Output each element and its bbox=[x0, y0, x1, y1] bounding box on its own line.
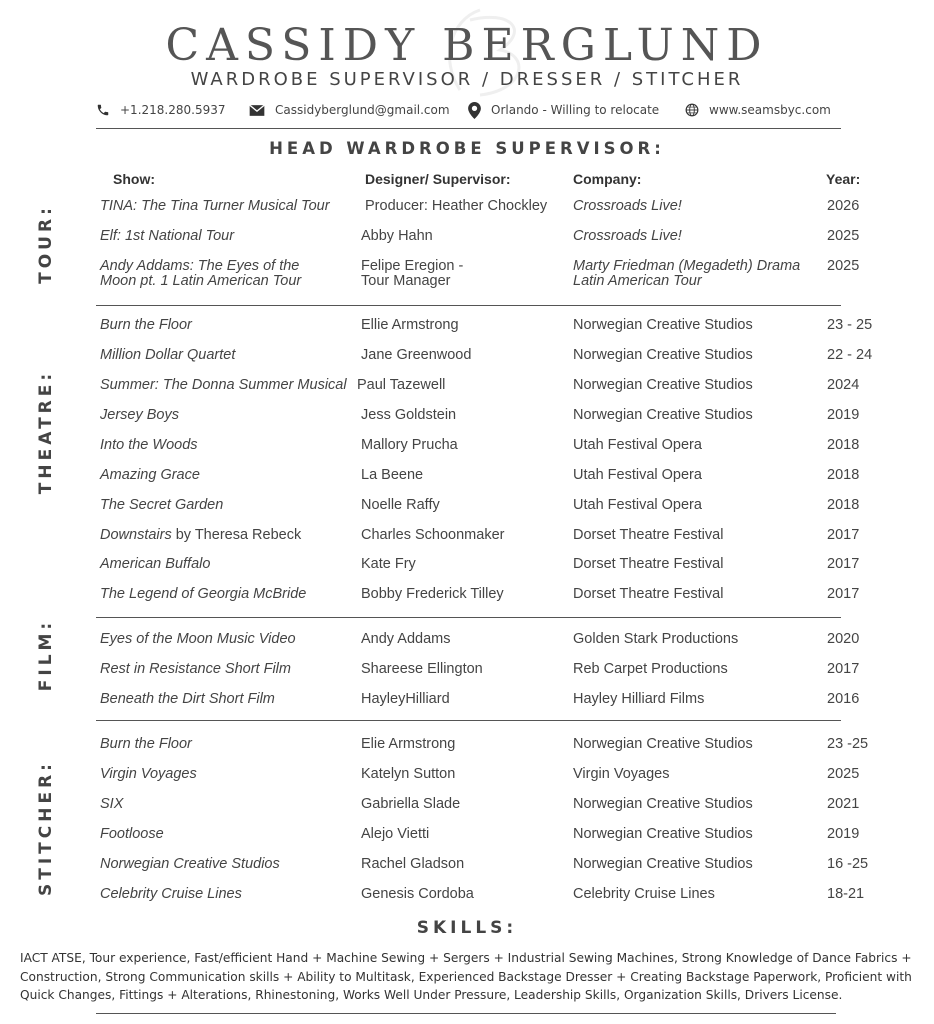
cell-company: Celebrity Cruise Lines bbox=[573, 886, 715, 902]
section-label-tour: TOUR: bbox=[36, 204, 56, 284]
phone-text: +1.218.280.5937 bbox=[120, 103, 226, 117]
cell-show: Celebrity Cruise Lines bbox=[100, 886, 242, 902]
cell-company: Golden Stark Productions bbox=[573, 631, 739, 647]
col-head-show: Show: bbox=[113, 171, 155, 187]
cell-show: Elf: 1st National Tour bbox=[100, 228, 235, 244]
main-heading: HEAD WARDROBE SUPERVISOR: bbox=[269, 139, 665, 158]
cell-year: 2016 bbox=[827, 691, 860, 707]
cell-company: Utah Festival Opera bbox=[573, 467, 702, 483]
cell-designer: Katelyn Sutton bbox=[361, 766, 456, 782]
cell-year: 23 - 25 bbox=[827, 317, 873, 333]
cell-designer: Kate Fry bbox=[361, 556, 416, 572]
cell-year: 23 -25 bbox=[827, 736, 869, 752]
cell-designer: Elie Armstrong bbox=[361, 736, 456, 752]
cell-year: 2019 bbox=[827, 407, 860, 423]
cell-show bbox=[100, 528, 301, 543]
cell-designer: HayleyHilliard bbox=[361, 691, 450, 707]
cell-show: TINA: The Tina Turner Musical Tour bbox=[100, 198, 330, 214]
section-divider bbox=[96, 305, 841, 306]
cell-year: 2017 bbox=[827, 586, 860, 602]
cell-designer: Rachel Gladson bbox=[361, 856, 465, 872]
cell-show: Burn the Floor bbox=[100, 736, 192, 752]
cell-year: 2025 bbox=[827, 766, 860, 782]
cell-designer: Felipe Eregion - bbox=[361, 258, 464, 274]
cell-designer: Paul Tazewell bbox=[357, 377, 446, 393]
cell-show: Rest in Resistance Short Film bbox=[100, 661, 291, 677]
cell-show: Norwegian Creative Studios bbox=[100, 856, 280, 872]
cell-show: Million Dollar Quartet bbox=[100, 347, 236, 363]
cell-year: 18-21 bbox=[827, 886, 865, 902]
cell-year: 2018 bbox=[827, 437, 860, 453]
cell-designer: Alejo Vietti bbox=[361, 826, 430, 842]
cell-show: The Legend of Georgia McBride bbox=[100, 586, 307, 602]
cell-designer: Genesis Cordoba bbox=[361, 886, 474, 902]
cell-show: The Secret Garden bbox=[100, 497, 224, 513]
cell-company: Reb Carpet Productions bbox=[573, 661, 728, 677]
cell-company: Hayley Hilliard Films bbox=[573, 691, 705, 707]
name-heading: CASSIDY BERGLUND bbox=[165, 20, 769, 71]
cell-show: Into the Woods bbox=[100, 437, 198, 453]
cell-company: Dorset Theatre Festival bbox=[573, 556, 724, 572]
cell-company: Virgin Voyages bbox=[573, 766, 670, 782]
cell-company: Norwegian Creative Studios bbox=[573, 736, 753, 752]
cell-designer: Shareese Ellington bbox=[361, 661, 483, 677]
cell-designer: Mallory Prucha bbox=[361, 437, 458, 453]
col-head-year: Year: bbox=[826, 171, 861, 187]
cell-year: 16 -25 bbox=[827, 856, 869, 872]
section-label-stitcher: STITCHER: bbox=[36, 760, 56, 896]
section-divider bbox=[96, 617, 841, 618]
skills-heading: SKILLS: bbox=[416, 918, 518, 938]
cell-year: 2026 bbox=[827, 198, 860, 214]
phone-icon bbox=[96, 103, 110, 117]
contact-location bbox=[468, 101, 659, 119]
cell-year: 22 - 24 bbox=[827, 347, 873, 363]
cell-show: Virgin Voyages bbox=[100, 766, 197, 782]
cell-year: 2025 bbox=[827, 258, 860, 274]
job-subtitle: WARDROBE SUPERVISOR / DRESSER / STITCHER bbox=[190, 69, 744, 90]
website-text: www.seamsbyc.com bbox=[709, 103, 831, 117]
cell-year: 2024 bbox=[827, 377, 860, 393]
cell-year: 2021 bbox=[827, 796, 860, 812]
cell-year: 2017 bbox=[827, 661, 860, 677]
cell-designer: Ellie Armstrong bbox=[361, 317, 459, 333]
contact-email[interactable] bbox=[249, 101, 450, 119]
cell-designer: Andy Addams bbox=[361, 631, 451, 647]
cell-designer: Gabriella Slade bbox=[361, 796, 461, 812]
cell-company: Crossroads Live! bbox=[573, 198, 682, 214]
cell-company: Norwegian Creative Studios bbox=[573, 407, 753, 423]
section-divider bbox=[96, 720, 841, 721]
cell-show: Burn the Floor bbox=[100, 317, 192, 333]
cell-company: Norwegian Creative Studios bbox=[573, 377, 753, 393]
cell-company: Norwegian Creative Studios bbox=[573, 347, 753, 363]
cell-designer: Producer: Heather Chockley bbox=[365, 198, 548, 214]
cell-company: Norwegian Creative Studios bbox=[573, 826, 753, 842]
location-text: Orlando - Willing to relocate bbox=[491, 103, 660, 117]
cell-show: Andy Addams: The Eyes of the bbox=[100, 258, 300, 274]
cell-designer-line2: Tour Manager bbox=[361, 273, 451, 289]
cell-year: 2018 bbox=[827, 497, 860, 513]
cell-company: Norwegian Creative Studios bbox=[573, 856, 753, 872]
cell-company: Crossroads Live! bbox=[573, 228, 682, 244]
cell-company: Norwegian Creative Studios bbox=[573, 317, 753, 333]
cell-show: SIX bbox=[100, 796, 124, 812]
cell-year: 2019 bbox=[827, 826, 860, 842]
section-label-theatre: THEATRE: bbox=[36, 369, 56, 495]
globe-icon bbox=[685, 103, 699, 117]
cell-company: Dorset Theatre Festival bbox=[573, 527, 724, 543]
contact-phone[interactable] bbox=[96, 101, 225, 119]
cell-company: Utah Festival Opera bbox=[573, 497, 702, 513]
cell-show: Beneath the Dirt Short Film bbox=[100, 691, 275, 707]
cell-company: Marty Friedman (Megadeth) Drama bbox=[573, 258, 801, 274]
section-label-film: FILM: bbox=[36, 618, 56, 692]
header-divider bbox=[96, 128, 841, 129]
cell-show: Jersey Boys bbox=[100, 407, 179, 423]
cell-show: Amazing Grace bbox=[100, 467, 200, 483]
cell-company-line2: Latin American Tour bbox=[573, 273, 702, 289]
cell-show: Footloose bbox=[100, 826, 164, 842]
show-title: Downstairs bbox=[100, 527, 172, 543]
map-pin-icon bbox=[468, 102, 481, 119]
contact-website[interactable] bbox=[685, 101, 831, 119]
cell-show: Summer: The Donna Summer Musical bbox=[100, 377, 347, 393]
skills-text: IACT ATSE, Tour experience, Fast/efficient Hand + Machine Sewing + Sergers + Industrial Sewing Machines, Strong Knowledge of Dance Fabrics + Construction, Strong Communication skills + Ability to Multitask, Experienced Backstage Dresser + Creating Backstage Paperwork, Proficient with Quick Changes, Fittings + Alterations, Rhinestoning, Works Well Under Pressure, Leadership Skills, Organization Skills, Drivers License. bbox=[20, 951, 912, 1002]
cell-designer: Jess Goldstein bbox=[361, 407, 457, 423]
cell-year: 2017 bbox=[827, 527, 860, 543]
col-head-company: Company: bbox=[573, 171, 642, 187]
cell-company: Norwegian Creative Studios bbox=[573, 796, 753, 812]
cell-show: American Buffalo bbox=[100, 556, 211, 572]
col-head-designer: Designer/ Supervisor: bbox=[365, 171, 511, 187]
show-suffix: by Theresa Rebeck bbox=[171, 527, 302, 543]
email-text: Cassidyberglund@gmail.com bbox=[275, 103, 450, 117]
cell-show-line2: Moon pt. 1 Latin American Tour bbox=[100, 273, 302, 289]
cell-designer: La Beene bbox=[361, 467, 424, 483]
cell-company: Dorset Theatre Festival bbox=[573, 586, 724, 602]
cell-year: 2018 bbox=[827, 467, 860, 483]
cell-show: Eyes of the Moon Music Video bbox=[100, 631, 296, 647]
cell-designer: Abby Hahn bbox=[361, 228, 433, 244]
envelope-icon bbox=[249, 104, 265, 117]
cell-designer: Noelle Raffy bbox=[361, 497, 440, 513]
cell-designer: Bobby Frederick Tilley bbox=[361, 586, 504, 602]
footer-divider bbox=[96, 1013, 836, 1014]
cell-year: 2020 bbox=[827, 631, 860, 647]
cell-designer: Charles Schoonmaker bbox=[361, 527, 505, 543]
cell-year: 2017 bbox=[827, 556, 860, 572]
cell-designer: Jane Greenwood bbox=[361, 347, 472, 363]
cell-year: 2025 bbox=[827, 228, 860, 244]
cell-company: Utah Festival Opera bbox=[573, 437, 702, 453]
